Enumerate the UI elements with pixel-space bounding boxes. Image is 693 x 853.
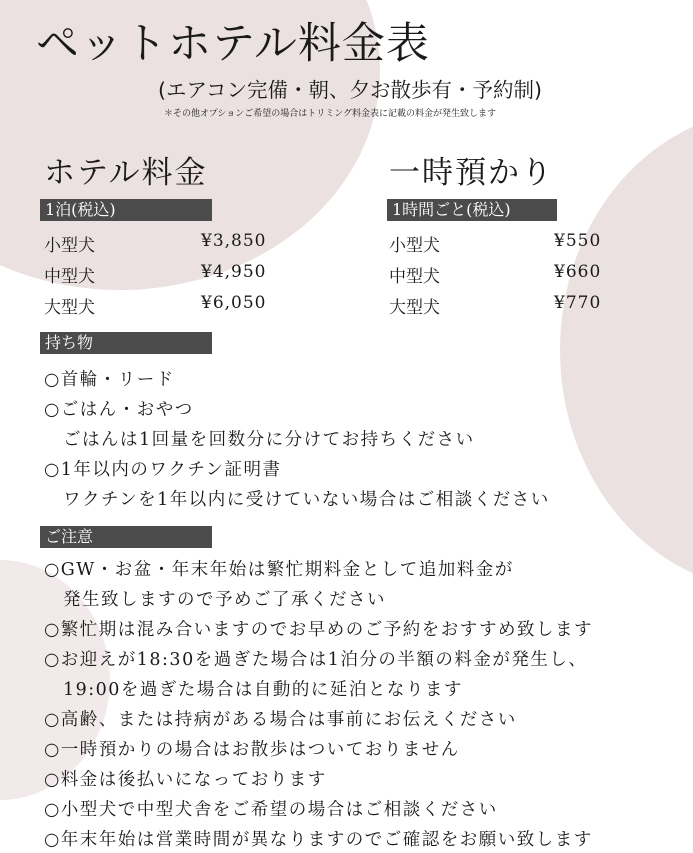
daycare-size-large: 大型犬 [389, 298, 440, 318]
belongings-item-detail: ワクチンを1年以内に受けていない場合はご相談ください [44, 490, 550, 510]
hotel-section-title: ホテル料金 [44, 155, 208, 191]
caution-item: ○年末年始は営業時間が異なりますのでご確認をお願い致します [44, 830, 593, 850]
daycare-price-small: ¥550 [554, 231, 602, 251]
hotel-size-medium: 中型犬 [44, 267, 95, 287]
belongings-item-detail: ごはんは1回量を回数分に分けてお持ちください [44, 430, 475, 450]
belongings-item: ○首輪・リード [44, 370, 175, 390]
caution-item: ○お迎えが18:30を過ぎた場合は1泊分の半額の料金が発生し、 [44, 650, 588, 670]
daycare-section-title: 一時預かり [389, 155, 554, 191]
belongings-item: ○1年以内のワクチン証明書 [44, 460, 282, 480]
background-shape [560, 110, 693, 590]
caution-item: ○小型犬で中型犬舎をご希望の場合はご相談ください [44, 800, 498, 820]
hotel-price-medium: ¥4,950 [201, 262, 267, 282]
page-subtitle: (エアコン完備・朝、夕お散歩有・予約制) [158, 78, 542, 102]
daycare-size-small: 小型犬 [389, 236, 440, 256]
caution-item: ○GW・お盆・年末年始は繁忙期料金として追加料金が [44, 560, 514, 580]
caution-item-detail: 発生致しますので予めご了承ください [44, 590, 386, 610]
caution-item: ○繁忙期は混み合いますのでお早めのご予約をおすすめ致します [44, 620, 593, 640]
page-title: ペットホテル料金表 [36, 19, 430, 69]
belongings-bar: 持ち物 [40, 332, 212, 354]
daycare-price-large: ¥770 [554, 293, 602, 313]
daycare-size-medium: 中型犬 [389, 267, 440, 287]
daycare-price-medium: ¥660 [554, 262, 602, 282]
caution-item: ○高齢、または持病がある場合は事前にお伝えください [44, 710, 517, 730]
caution-item: ○料金は後払いになっております [44, 770, 327, 790]
hotel-size-small: 小型犬 [44, 236, 95, 256]
caution-bar: ご注意 [40, 526, 212, 548]
belongings-item: ○ごはん・おやつ [44, 400, 194, 420]
hotel-unit-bar: 1泊(税込) [40, 199, 212, 221]
hotel-price-small: ¥3,850 [201, 231, 267, 251]
hotel-price-large: ¥6,050 [201, 293, 267, 313]
option-note: ＊その他オプションご希望の場合はトリミング料金表に記載の料金が発生致します [164, 109, 497, 119]
hotel-size-large: 大型犬 [44, 298, 95, 318]
daycare-unit-bar: 1時間ごと(税込) [387, 199, 557, 221]
caution-item: ○一時預かりの場合はお散歩はついておりません [44, 740, 460, 760]
caution-item-detail: 19:00を過ぎた場合は自動的に延泊となります [44, 680, 463, 700]
